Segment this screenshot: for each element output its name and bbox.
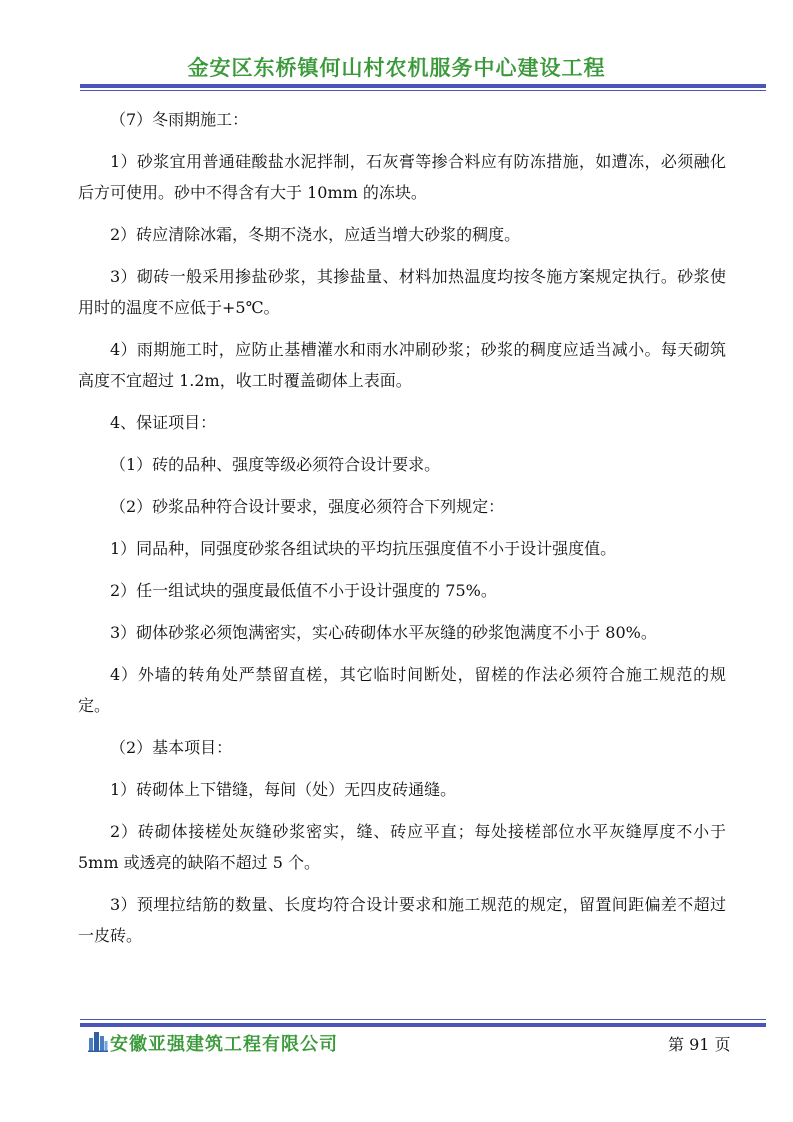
footer-rule-thick	[80, 1023, 766, 1027]
paragraph: 4、保证项目：	[110, 413, 217, 432]
paragraph: （2）基本项目：	[110, 738, 233, 757]
building-logo-icon	[88, 1028, 108, 1052]
header-rule-thin	[80, 90, 766, 91]
paragraph: 2）砖应清除冰霜，冬期不浇水，应适当增大砂浆的稠度。	[110, 225, 521, 244]
paragraph: 1）砖砌体上下错缝，每间（处）无四皮砖通缝。	[110, 780, 457, 799]
footer-company-name: 安徽亚强建筑工程有限公司	[110, 1034, 338, 1055]
paragraph: 3）预埋拉结筋的数量、长度均符合设计要求和施工规范的规定，留置间距偏差不超过一皮砖。	[78, 895, 726, 945]
paragraph: 3）砌体砂浆必须饱满密实，实心砖砌体水平灰缝的砂浆饱满度不小于 80%。	[110, 623, 657, 642]
paragraph: （1）砖的品种、强度等级必须符合设计要求。	[110, 455, 441, 474]
paragraph: （2）砂浆品种符合设计要求，强度必须符合下列规定：	[110, 497, 505, 516]
paragraph: 2）砖砌体接槎处灰缝砂浆密实，缝、砖应平直；每处接槎部位水平灰缝厚度不小于 5mm 或透亮的缺陷不超过 5 个。	[78, 822, 726, 872]
paragraph: 4）雨期施工时，应防止基槽灌水和雨水冲刷砂浆；砂浆的稠度应适当减小。每天砌筑高度不宜超过 1.2m，收工时覆盖砌体上表面。	[78, 340, 726, 390]
footer-rule-thin	[80, 1019, 766, 1020]
paragraph: 1）砂浆宜用普通硅酸盐水泥拌制，石灰膏等掺合料应有防冻措施，如遭冻，必须融化后方可使用。砂中不得含有大于 10mm 的冻块。	[78, 152, 726, 202]
header-rule-thick	[80, 84, 766, 88]
page-number: 第 91 页	[668, 1035, 731, 1054]
document-body	[78, 104, 726, 962]
paragraph: 1）同品种，同强度砂浆各组试块的平均抗压强度值不小于设计强度值。	[110, 539, 617, 558]
paragraph: 2）任一组试块的强度最低值不小于设计强度的 75%。	[110, 581, 497, 600]
document-header-title: 金安区东桥镇何山村农机服务中心建设工程	[187, 56, 606, 80]
paragraph: （7）冬雨期施工：	[110, 110, 249, 129]
paragraph: 4）外墙的转角处严禁留直槎，其它临时间断处，留槎的作法必须符合施工规范的规定。	[78, 665, 726, 715]
paragraph: 3）砌砖一般采用掺盐砂浆，其掺盐量、材料加热温度均按冬施方案规定执行。砂浆使用时的温度不应低于+5℃。	[78, 267, 726, 317]
